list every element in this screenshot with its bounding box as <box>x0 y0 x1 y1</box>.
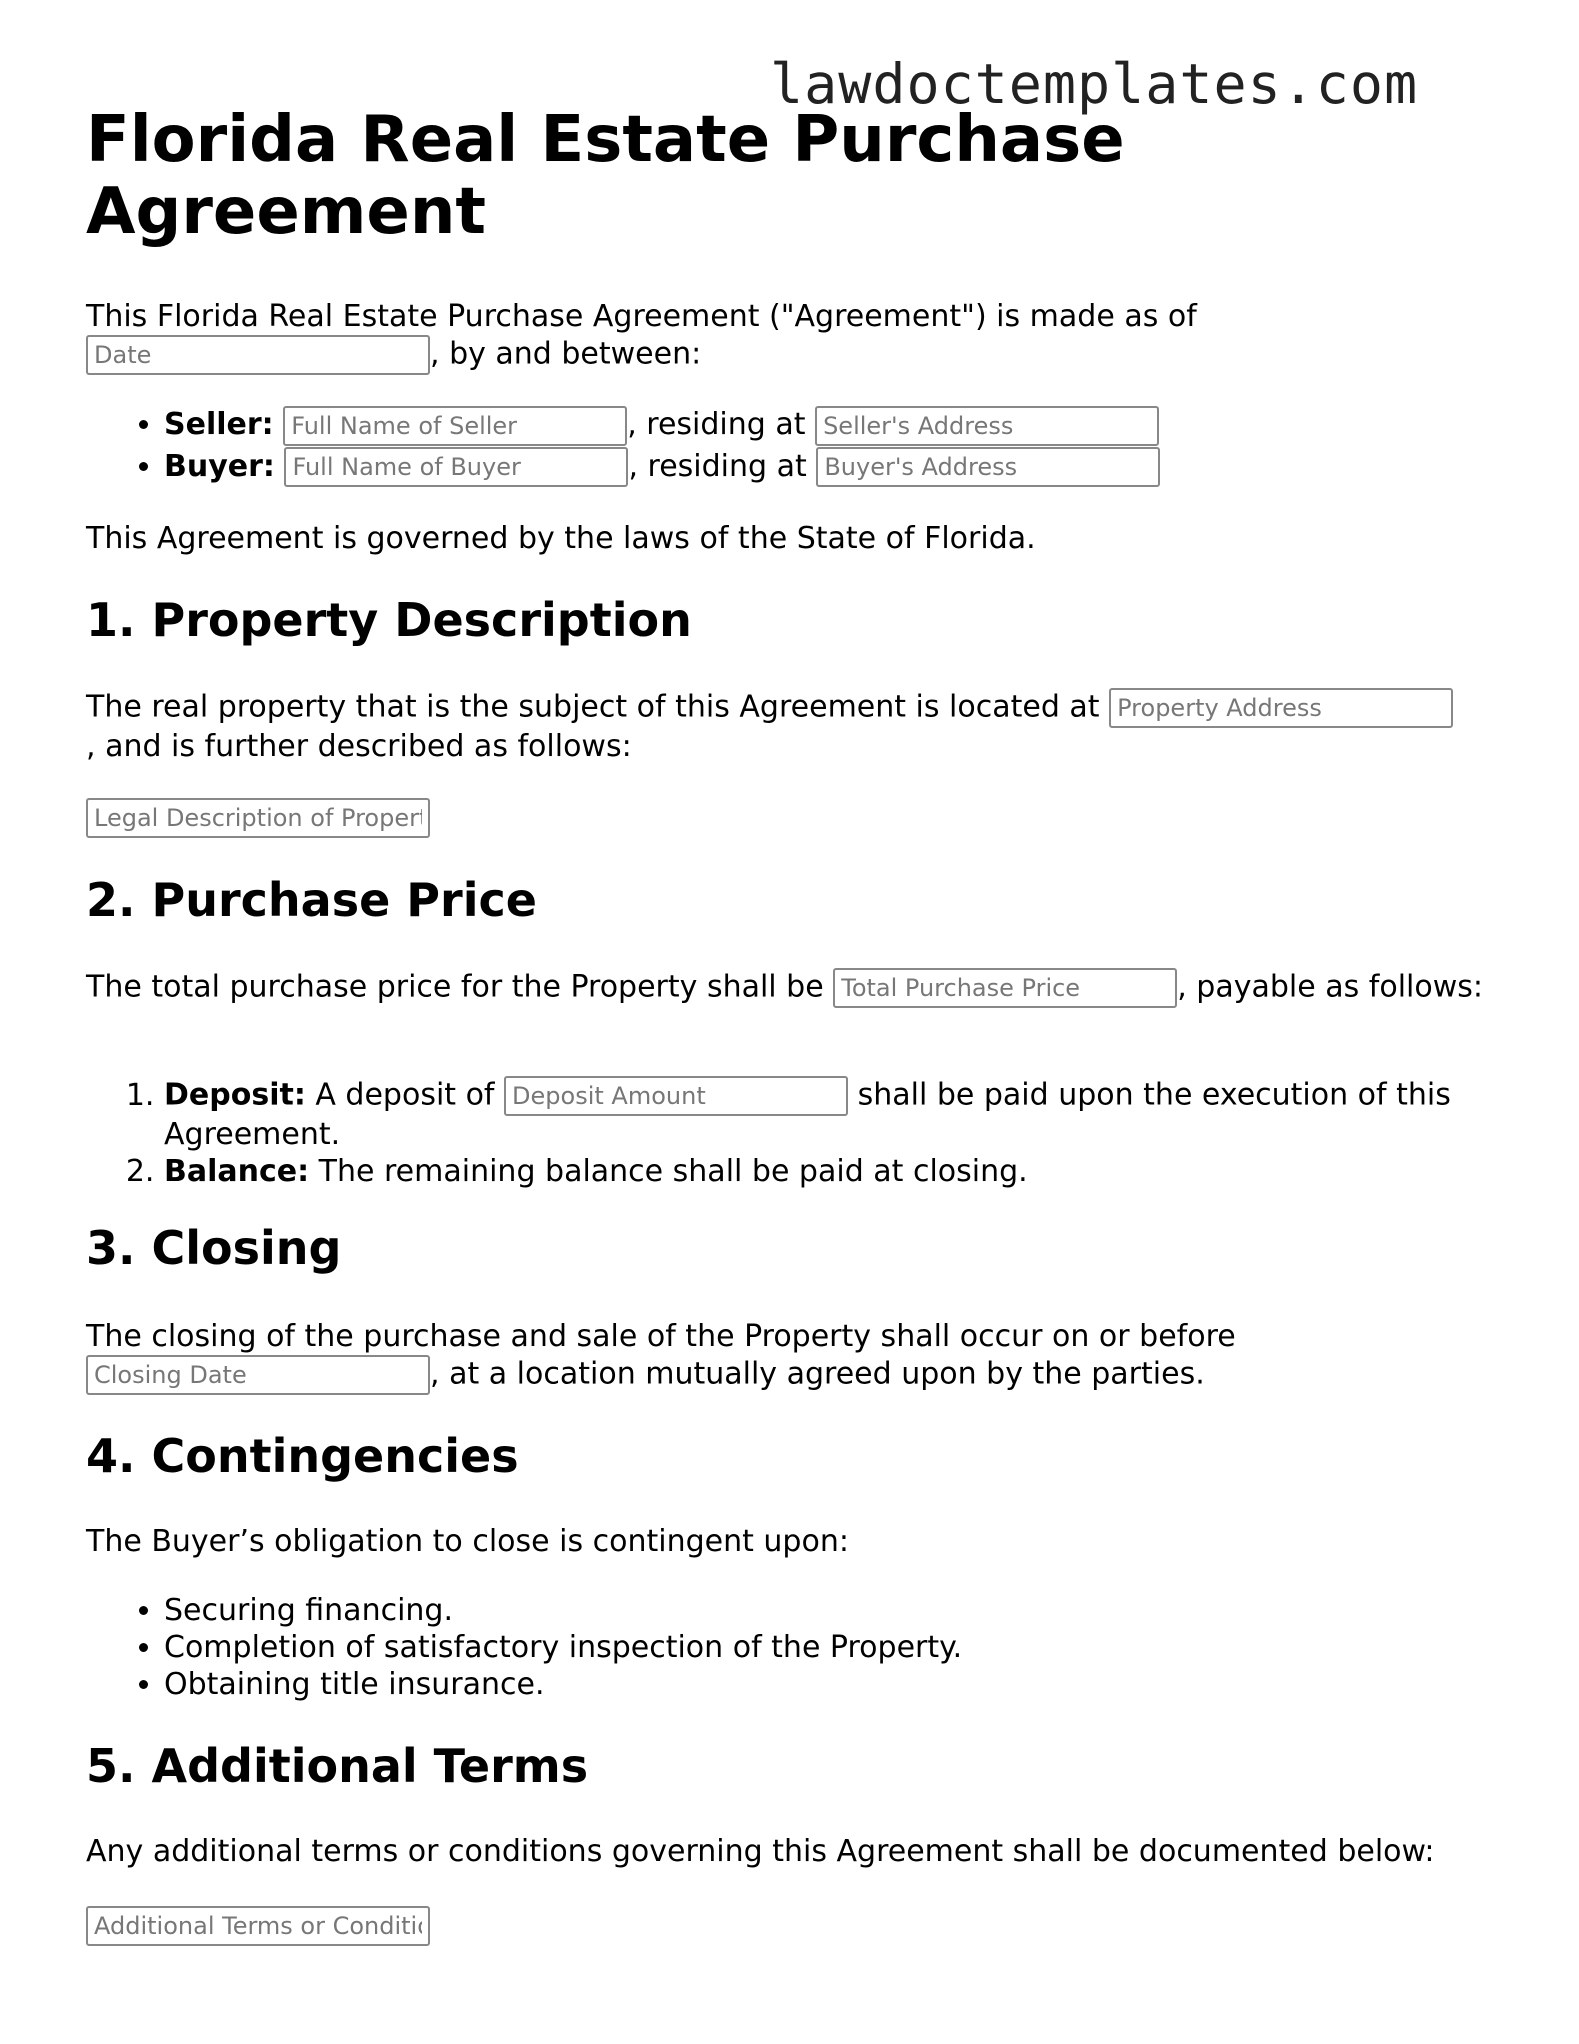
closing-paragraph <box>86 1318 1486 1395</box>
seller-name-input[interactable] <box>283 406 627 446</box>
party-seller <box>164 404 1386 446</box>
payment-balance <box>164 1153 1506 1190</box>
deposit-amount-input[interactable] <box>504 1076 848 1116</box>
buyer-label: Buyer: <box>164 448 275 484</box>
buyer-name-input[interactable] <box>284 447 628 487</box>
intro-paragraph <box>86 298 1386 375</box>
closing-text: The closing of the purchase and sale of the Property shall occur on or before <box>86 1319 1236 1354</box>
contingency-item: • Completion of satisfactory inspection of the Property. <box>164 1629 1486 1666</box>
section-contingencies-heading: 4. Contingencies <box>86 1429 519 1483</box>
intro-text: This Florida Real Estate Purchase Agreement ("Agreement") is made as of <box>86 299 1197 334</box>
contingencies-list <box>86 1592 1486 1703</box>
seller-address-input[interactable] <box>815 406 1159 446</box>
price-paragraph <box>86 968 1486 1008</box>
date-input[interactable] <box>86 335 430 375</box>
contingency-item: • Obtaining title insurance. <box>164 1666 1486 1703</box>
property-suffix: , and is further described as follows: <box>86 729 632 764</box>
buyer-address-input[interactable] <box>816 447 1160 487</box>
page-title: Florida Real Estate Purchase Agreement <box>86 103 1125 249</box>
additional-terms-wrapper <box>86 1906 430 1946</box>
section-closing-heading: 3. Closing <box>86 1221 342 1275</box>
property-text: The real property that is the subject of this Agreement is located at <box>86 689 1100 725</box>
party-buyer <box>164 446 1386 488</box>
purchase-price-input[interactable] <box>833 968 1177 1008</box>
governing-law-text: This Agreement is governed by the laws of the State of Florida. <box>86 521 1036 556</box>
watermark: lawdoctemplates.com <box>770 52 1419 116</box>
intro-suffix: , by and between: <box>430 336 702 372</box>
additional-intro: Any additional terms or conditions governing this Agreement shall be documented below: <box>86 1834 1435 1869</box>
section-additional-heading: 5. Additional Terms <box>86 1739 589 1793</box>
deposit-label: Deposit: <box>164 1077 306 1113</box>
balance-label: Balance: <box>164 1154 310 1189</box>
contingency-item: • Securing financing. <box>164 1592 1486 1629</box>
section-property-heading: 1. Property Description <box>86 593 692 647</box>
seller-label: Seller: <box>164 407 274 442</box>
seller-residing-text: , residing at <box>627 407 806 442</box>
deposit-suffix: shall be paid upon the execution of this Agreement. <box>164 1077 1451 1152</box>
legal-description-wrapper <box>86 798 430 838</box>
legal-description-input[interactable] <box>86 798 430 838</box>
balance-text: The remaining balance shall be paid at closing. <box>318 1154 1028 1189</box>
closing-suffix: , at a location mutually agreed upon by the parties. <box>430 1356 1205 1392</box>
contingencies-intro: The Buyer’s obligation to close is contingent upon: <box>86 1524 849 1559</box>
payment-deposit <box>164 1076 1506 1153</box>
price-text: The total purchase price for the Property shall be <box>86 969 824 1005</box>
property-address-input[interactable] <box>1109 688 1453 728</box>
closing-date-input[interactable] <box>86 1355 430 1395</box>
payment-list <box>86 1076 1506 1190</box>
section-price-heading: 2. Purchase Price <box>86 873 537 927</box>
price-suffix: , payable as follows: <box>1177 969 1484 1005</box>
buyer-residing-text: , residing at <box>628 448 807 484</box>
property-paragraph <box>86 688 1506 765</box>
parties-list <box>86 404 1386 487</box>
deposit-text: A deposit of <box>315 1077 495 1113</box>
additional-terms-input[interactable] <box>86 1906 430 1946</box>
